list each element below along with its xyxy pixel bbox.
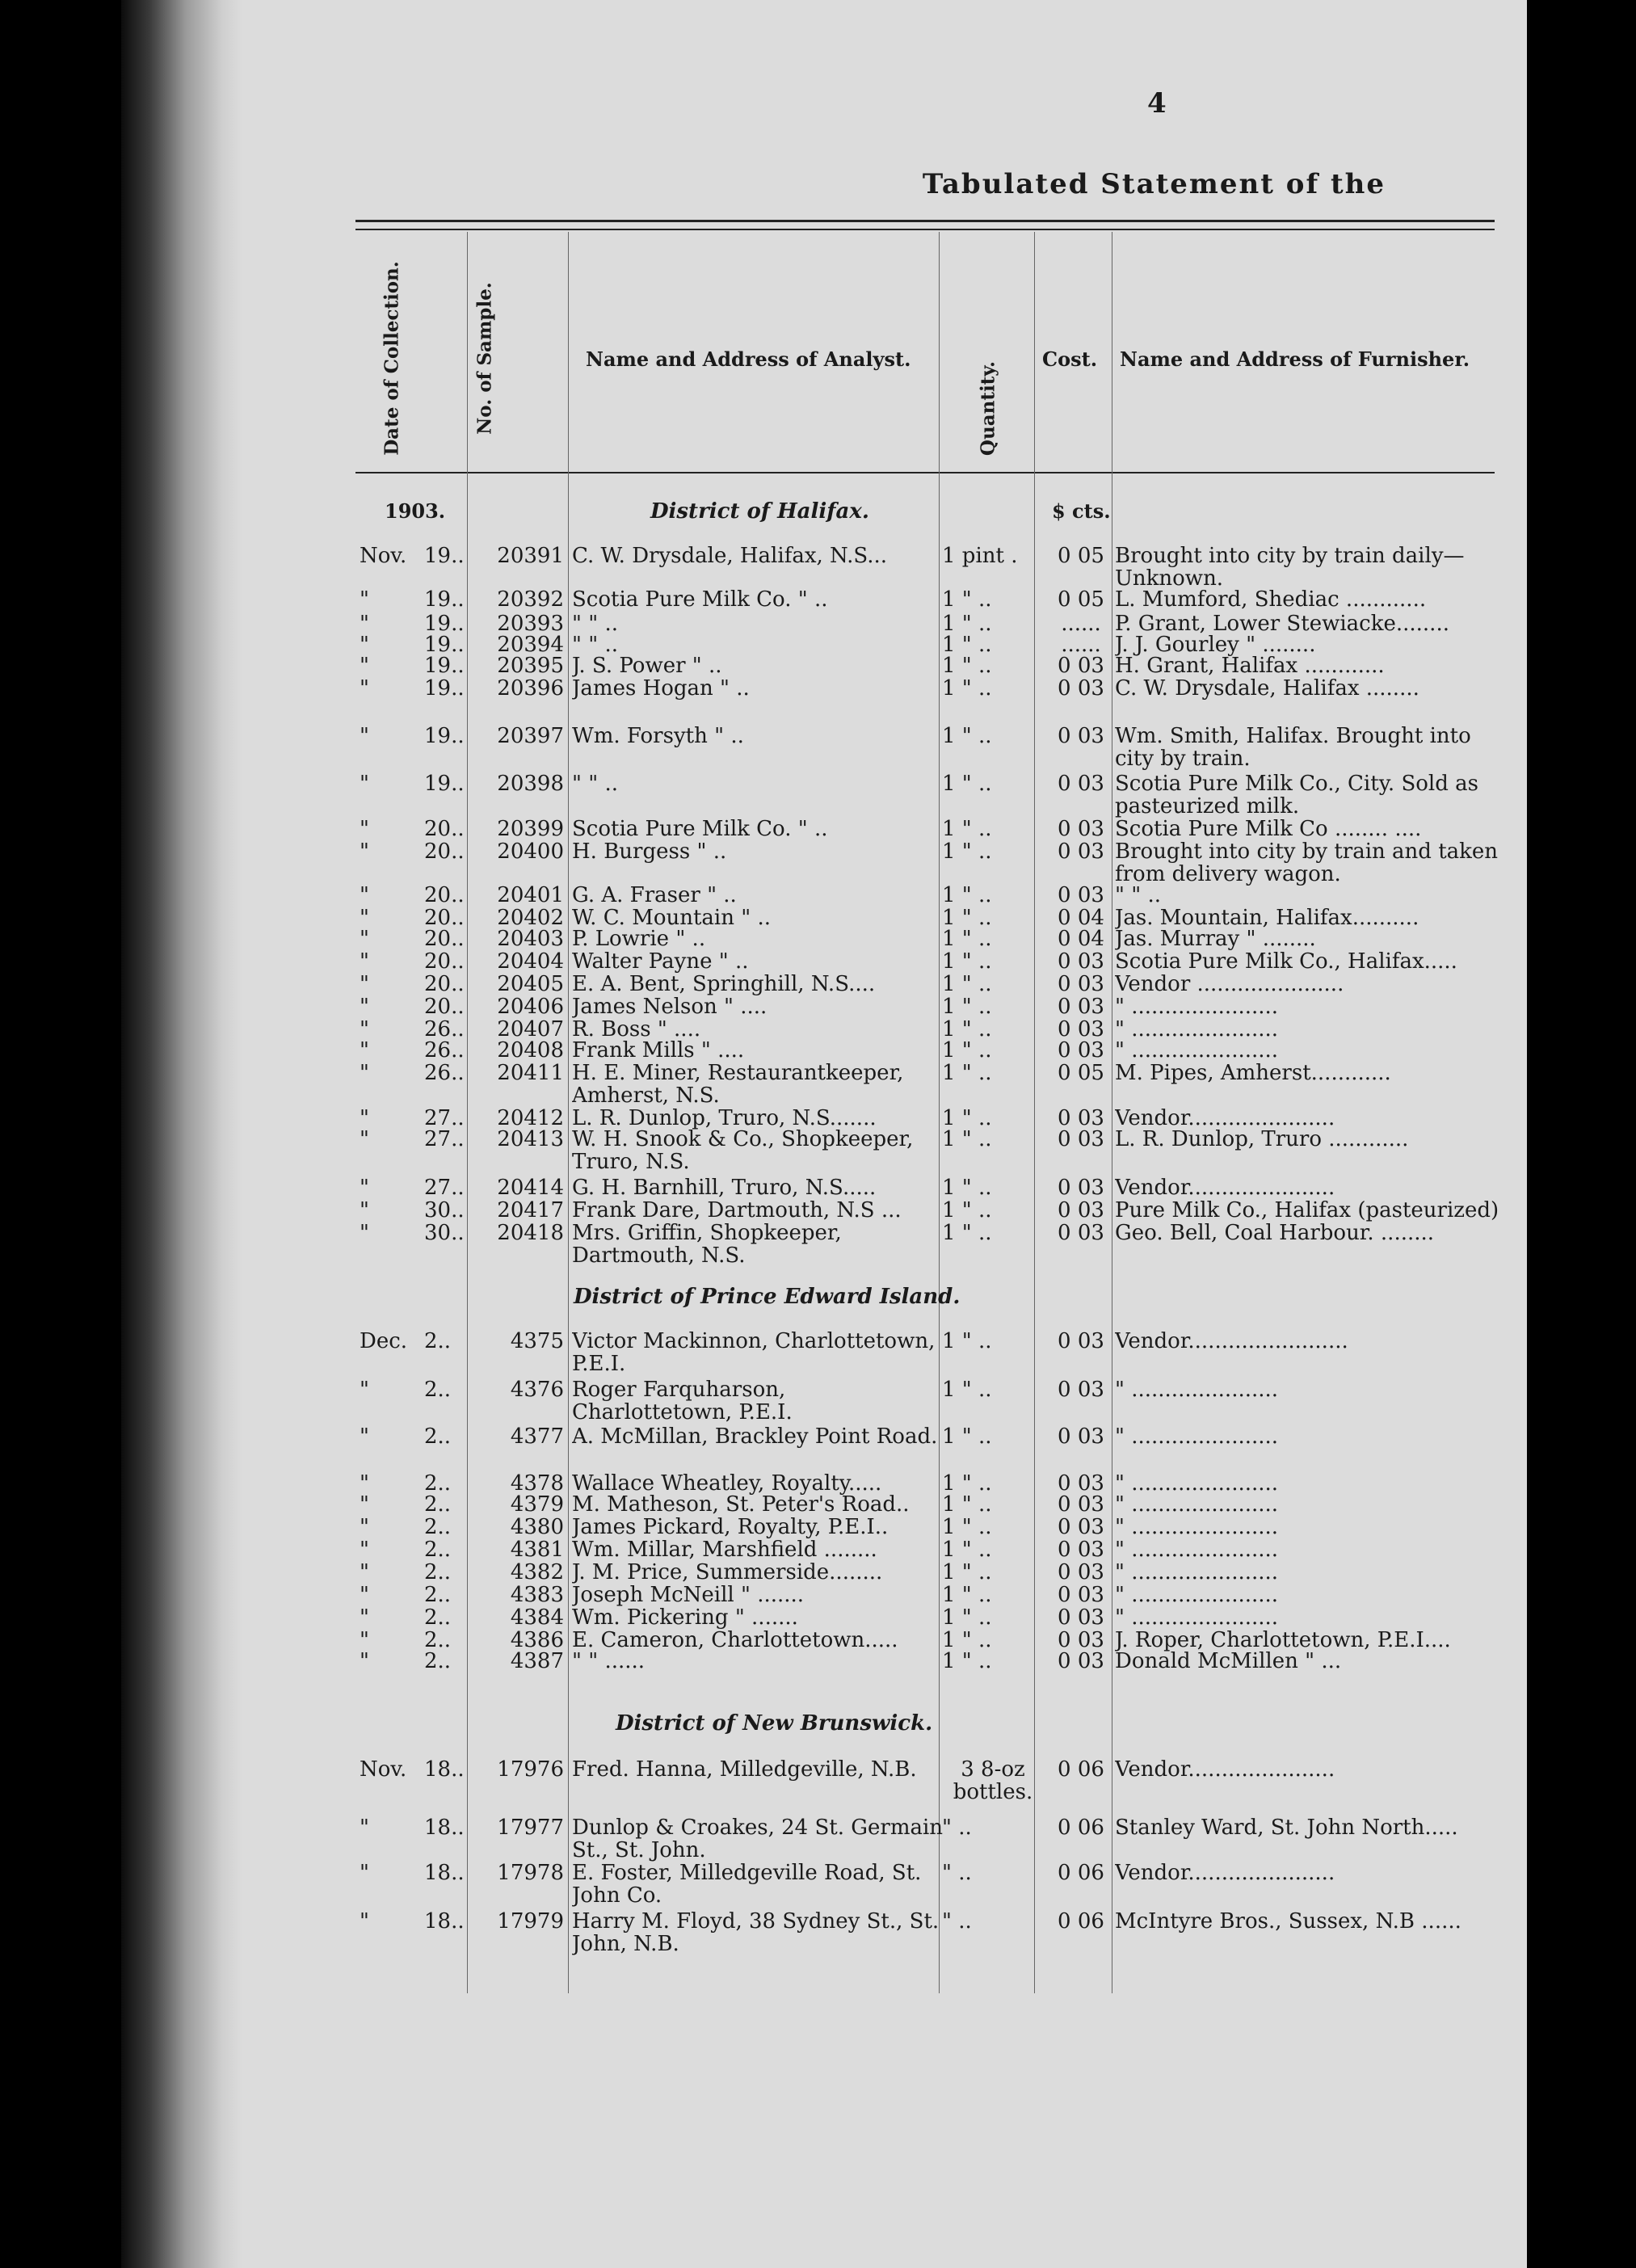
column-header-cost: Cost.	[1042, 347, 1098, 371]
column-header-date: Date of Collection.	[381, 261, 403, 456]
analyst-cell: Wm. Millar, Marshfield ........	[572, 1538, 877, 1561]
quantity-cell: 3 8-oz bottles.	[953, 1758, 1033, 1803]
quantity-cell: 1 " ..	[942, 654, 992, 677]
date-month-cell: "	[360, 950, 369, 973]
quantity-cell: 1 " ..	[942, 884, 992, 907]
date-month-cell: "	[360, 1629, 369, 1652]
quantity-cell: 1 " ..	[942, 907, 992, 929]
date-day-cell: 20..	[424, 973, 465, 995]
furnisher-cell: " ......................	[1115, 1425, 1279, 1448]
cost-cell: 0 03	[1058, 1107, 1104, 1130]
quantity-cell: 1 " ..	[942, 928, 992, 950]
date-day-cell: 20..	[424, 950, 465, 973]
furnisher-cell: Scotia Pure Milk Co ........ ....	[1115, 818, 1422, 840]
date-day-cell: 20..	[424, 928, 465, 950]
sample-number-cell: 4382	[510, 1561, 564, 1584]
quantity-cell: 1 " ..	[942, 1584, 992, 1606]
cost-cell: 0 03	[1058, 654, 1104, 677]
quantity-cell: 1 " ..	[942, 1516, 992, 1538]
sample-number-cell: 17977	[497, 1816, 564, 1839]
cost-cell: 0 03	[1058, 1516, 1104, 1538]
furnisher-cell: Vendor......................	[1115, 1176, 1335, 1199]
cost-cell: 0 05	[1058, 545, 1104, 567]
sample-number-cell: 4378	[510, 1472, 564, 1495]
analyst-cell: Mrs. Griffin, Shopkeeper, Dartmouth, N.S.	[572, 1222, 842, 1267]
sample-number-cell: 20417	[497, 1199, 564, 1222]
furnisher-cell: " ......................	[1115, 1538, 1279, 1561]
analyst-cell: E. Foster, Milledgeville Road, St. John Co.	[572, 1862, 922, 1907]
cost-cell: 0 06	[1058, 1910, 1104, 1933]
cost-cell: 0 03	[1058, 725, 1104, 747]
analyst-cell: P. Lowrie " ..	[572, 928, 706, 950]
date-day-cell: 18..	[424, 1758, 465, 1781]
furnisher-cell: Vendor ......................	[1115, 973, 1344, 995]
cost-cell: 0 03	[1058, 1199, 1104, 1222]
date-month-cell: "	[360, 928, 369, 950]
quantity-cell: 1 " ..	[942, 973, 992, 995]
sample-number-cell: 20412	[497, 1107, 564, 1130]
date-month-cell: "	[360, 1538, 369, 1561]
date-month-cell: "	[360, 1378, 369, 1401]
furnisher-cell: Vendor......................	[1115, 1107, 1335, 1130]
collection-table	[242, 0, 1527, 2268]
quantity-cell: 1 " ..	[942, 1629, 992, 1652]
analyst-cell: Wm. Pickering " .......	[572, 1606, 798, 1629]
quantity-cell: 1 " ..	[942, 1472, 992, 1495]
sample-number-cell: 20418	[497, 1222, 564, 1244]
furnisher-cell: " ......................	[1115, 1561, 1279, 1584]
cost-cell: 0 05	[1058, 588, 1104, 611]
date-day-cell: 20..	[424, 818, 465, 840]
date-month-cell: "	[360, 1516, 369, 1538]
quantity-cell: 1 " ..	[942, 1128, 992, 1151]
quantity-cell: 1 " ..	[942, 1606, 992, 1629]
date-month-cell: "	[360, 840, 369, 863]
sample-number-cell: 20408	[497, 1039, 564, 1062]
date-month-cell: "	[360, 973, 369, 995]
sample-number-cell: 20400	[497, 840, 564, 863]
date-month-cell: "	[360, 1862, 369, 1884]
quantity-cell: 1 " ..	[942, 612, 992, 635]
sample-number-cell: 17976	[497, 1758, 564, 1781]
date-month-cell: "	[360, 588, 369, 611]
quantity-cell: 1 " ..	[942, 1330, 992, 1353]
date-day-cell: 20..	[424, 907, 465, 929]
quantity-cell: 1 " ..	[942, 950, 992, 973]
analyst-cell: J. S. Power " ..	[572, 654, 722, 677]
quantity-cell: 1 " ..	[942, 588, 992, 611]
date-day-cell: 26..	[424, 1039, 465, 1062]
quantity-cell: 1 " ..	[942, 772, 992, 795]
date-month-cell: "	[360, 884, 369, 907]
date-month-cell: "	[360, 633, 369, 656]
date-day-cell: 18..	[424, 1816, 465, 1839]
quantity-cell: 1 " ..	[942, 840, 992, 863]
sample-number-cell: 17978	[497, 1862, 564, 1884]
sample-number-cell: 4380	[510, 1516, 564, 1538]
analyst-cell: " " ..	[572, 772, 618, 795]
analyst-cell: W. H. Snook & Co., Shopkeeper, Truro, N.S.	[572, 1128, 914, 1173]
analyst-cell: G. A. Fraser " ..	[572, 884, 737, 907]
page-number: 4	[1147, 87, 1167, 120]
cost-cell: 0 06	[1058, 1862, 1104, 1884]
date-month-cell: "	[360, 725, 369, 747]
date-day-cell: 26..	[424, 1018, 465, 1041]
date-month-cell: Nov.	[360, 1758, 407, 1781]
cost-cell: 0 03	[1058, 818, 1104, 840]
sample-number-cell: 20407	[497, 1018, 564, 1041]
analyst-cell: Frank Mills " ....	[572, 1039, 745, 1062]
cost-cell: 0 03	[1058, 677, 1104, 700]
analyst-cell: Fred. Hanna, Milledgeville, N.B.	[572, 1758, 917, 1781]
date-day-cell: 18..	[424, 1862, 465, 1884]
sample-number-cell: 4383	[510, 1584, 564, 1606]
date-day-cell: 2..	[424, 1330, 452, 1353]
cost-cell: 0 03	[1058, 1538, 1104, 1561]
date-day-cell: 19..	[424, 588, 465, 611]
date-day-cell: 27..	[424, 1128, 465, 1151]
sample-number-cell: 17979	[497, 1910, 564, 1933]
cost-cell: 0 03	[1058, 1472, 1104, 1495]
analyst-cell: Frank Dare, Dartmouth, N.S ...	[572, 1199, 902, 1222]
analyst-cell: Scotia Pure Milk Co. " ..	[572, 818, 828, 840]
date-month-cell: "	[360, 1018, 369, 1041]
furnisher-cell: Brought into city by train and taken from delivery wagon.	[1115, 840, 1499, 886]
furnisher-cell: " ......................	[1115, 1516, 1279, 1538]
date-day-cell: 19..	[424, 633, 465, 656]
cost-cell: 0 06	[1058, 1816, 1104, 1839]
furnisher-cell: " ......................	[1115, 995, 1279, 1018]
sample-number-cell: 4387	[510, 1650, 564, 1673]
date-month-cell: "	[360, 1816, 369, 1839]
cost-cell: 0 04	[1058, 907, 1104, 929]
date-month-cell: "	[360, 677, 369, 700]
date-day-cell: 18..	[424, 1910, 465, 1933]
cost-cell: 0 03	[1058, 973, 1104, 995]
furnisher-cell: H. Grant, Halifax ............	[1115, 654, 1385, 677]
analyst-cell: " " ......	[572, 1650, 646, 1673]
date-day-cell: 2..	[424, 1516, 452, 1538]
sample-number-cell: 20403	[497, 928, 564, 950]
analyst-cell: " " ..	[572, 633, 618, 656]
furnisher-cell: " ......................	[1115, 1472, 1279, 1495]
analyst-cell: E. Cameron, Charlottetown.....	[572, 1629, 898, 1652]
quantity-cell: 1 pint .	[942, 545, 1018, 567]
cost-cell: 0 03	[1058, 840, 1104, 863]
furnisher-cell: " ......................	[1115, 1378, 1279, 1401]
quantity-cell: 1 " ..	[942, 1039, 992, 1062]
cost-cell: 0 06	[1058, 1758, 1104, 1781]
date-month-cell: "	[360, 1222, 369, 1244]
date-month-cell: "	[360, 1650, 369, 1673]
furnisher-cell: " ......................	[1115, 1018, 1279, 1041]
cost-cell: 0 03	[1058, 1425, 1104, 1448]
furnisher-cell: " ......................	[1115, 1039, 1279, 1062]
date-day-cell: 27..	[424, 1107, 465, 1130]
quantity-cell: 1 " ..	[942, 677, 992, 700]
sample-number-cell: 4381	[510, 1538, 564, 1561]
cost-cell: 0 03	[1058, 1128, 1104, 1151]
scan-binding-edge	[121, 0, 242, 2268]
date-day-cell: 2..	[424, 1650, 452, 1673]
cost-cell: 0 03	[1058, 1330, 1104, 1353]
sample-number-cell: 20411	[497, 1062, 564, 1084]
furnisher-cell: Geo. Bell, Coal Harbour. ........	[1115, 1222, 1435, 1244]
date-month-cell: "	[360, 1176, 369, 1199]
furnisher-cell: J. J. Gourley " ........	[1115, 633, 1316, 656]
document-page: 4 Tabulated Statement of the Date of Collection. No. of Sample. Name and Address of Analyst. Quantity. Cost. Name and Address of Furnisher. 1903. $ cts. District of Halifax. District of Prince Edward Island. District of New Brunswick. Nov. 19.. 20391 C. W. Drysdale, Halifax, N.S... 1 pint . 0 05 Brought into city by train daily—Unknown. " 19.. 20392 Scotia Pure Milk Co. " .. 1 " .. 0 05 L. Mumford, Shediac ............ " 19.. 20393 " " .. 1 " .. ...... P. Grant, Lower Stewiacke........ " 19.. 20394 " " .. 1 " .. ...... J. J. Gourley " ........ " 19.. 20395 J. S. Power " .. 1 " .. 0 03 H. Grant, Halifax ............ " 19.. 20396 James Hogan " .. 1 " .. 0 03 C. W. Drysdale, Halifax ........ " 19.. 20397 Wm. Forsyth " .. 1 " .. 0 03 Wm. Smith, Halifax. Brought into city by train. " 19.. 20398 " " .. 1 " .. 0 03 Scotia Pure Milk Co., City. Sold as pasteurized milk. " 20.. 20399 Scotia Pure Milk Co. " .. 1 " .. 0 03 Scotia Pure Milk Co ........ .... " 20.. 20400 H. Burgess " .. 1 " .. 0 03 Brought into city by train and taken from delivery wagon. " 20.. 20401 G. A. Fraser " .. 1 " .. 0 03 " " .. " 20.. 20402 W. C. Mountain " .. 1 " .. 0 04 Jas. Mountain, Halifax.......... " 20.. 20403 P. Lowrie " .. 1 " .. 0 04 Jas. Murray " ........ " 20.. 20404 Walter Payne " .. 1 " .. 0 03 Scotia Pure Milk Co., Halifax..... " 20.. 20405 E. A. Bent, Springhill, N.S.... 1 " .. 0 03 Vendor ...................... " 20.. 20406 James Nelson " .... 1 " .. 0 03 " ...................... " 26.. 20407 R. Boss " .... 1 " .. 0 03 " ...................... " 26.. 20408 Frank Mills " .... 1 " .. 0 03 " ...................... " 26.. 20411 H. E. Miner, Restaurantkeeper, Amherst, N.S. 1 " .. 0 05 M. Pipes, Amherst............ " 27.. 20412 L. R. Dunlop, Truro, N.S....... 1 " .. 0 03 Vendor...................... " 27.. 20413 W. H. Snook & Co., Shopkeeper, Truro, N.S. 1 " .. 0 03 L. R. Dunlop, Truro ............ " 27.. 20414 G. H. Barnhill, Truro, N.S..... 1 " .. 0 03 Vendor...................... " 30.. 20417 Frank Dare, Dartmouth, N.S ... 1 " .. 0 03 Pure Milk Co., Halifax (pasteurized) " 30.. 20418 Mrs. Griffin, Shopkeeper, Dartmouth, N.S. 1 " .. 0 03 Geo. Bell, Coal Harbour. ........ Dec. 2.. 4375 Victor Mackinnon, Charlottetown, P.E.I. 1 " .. 0 03 Vendor........................ " 2.. 4376 Roger Farquharson, Charlottetown, P.E.I. 1 " .. 0 03 " ...................... " 2.. 4377 A. McMillan, Brackley Point Road. 1 " .. 0 03 " ...................... " 2.. 4378 Wallace Wheatley, Royalty..... 1 " .. 0 03 " ...................... " 2.. 4379 M. Matheson, St. Peter's Road.. 1 " .. 0 03 " ...................... " 2.. 4380 James Pickard, Royalty, P.E.I.. 1 " .. 0 03 " ...................... " 2.. 4381 Wm. Millar, Marshfield ........ 1 " .. 0 03 " ...................... " 2.. 4382 J. M. Price, Summerside........ 1 " .. 0 03 " ...................... " 2.. 4383 Joseph McNeill " ....... 1 " .. 0 03 " ...................... " 2.. 4384 Wm. Pickering " ....... 1 " .. 0 03 " ...................... " 2.. 4386 E. Cameron, Charlottetown..... 1 " .. 0 03 J. Roper, Charlottetown, P.E.I.... " 2.. 4387 " " ...... 1 " .. 0 03 Donald McMillen " ... Nov. 18.. 17976 Fred. Hanna, Milledgeville, N.B. 3 8-oz bottles. 0 06 Vendor...................... " 18.. 17977 Dunlop & Croakes, 24 St. Germain St., St. John. " .. 0 06 Stanley Ward, St. John North..... " 18.. 17978 E. Foster, Milledgeville Road, St. John Co. " .. 0 06 Vendor...................... " 18.. 17979 Harry M. Floyd, 38 Sydney St., St. John, N.B. " .. 0 06 McIntyre Bros., Sussex, N.B ......	[242, 0, 1527, 2268]
cost-cell: 0 03	[1058, 772, 1104, 795]
cost-cell: 0 03	[1058, 950, 1104, 973]
date-month-cell: "	[360, 654, 369, 677]
date-month-cell: "	[360, 1128, 369, 1151]
analyst-cell: Wm. Forsyth " ..	[572, 725, 744, 747]
sample-number-cell: 20413	[497, 1128, 564, 1151]
date-day-cell: 26..	[424, 1062, 465, 1084]
furnisher-cell: M. Pipes, Amherst............	[1115, 1062, 1391, 1084]
date-day-cell: 19..	[424, 772, 465, 795]
date-day-cell: 2..	[424, 1584, 452, 1606]
cents-label: $ cts.	[1052, 499, 1111, 523]
quantity-cell: 1 " ..	[942, 818, 992, 840]
date-month-cell: "	[360, 1910, 369, 1933]
date-day-cell: 19..	[424, 545, 465, 567]
cost-cell: 0 03	[1058, 1378, 1104, 1401]
date-day-cell: 2..	[424, 1493, 452, 1516]
date-day-cell: 19..	[424, 677, 465, 700]
column-header-furnisher: Name and Address of Furnisher.	[1120, 347, 1470, 371]
furnisher-cell: McIntyre Bros., Sussex, N.B ......	[1115, 1910, 1461, 1933]
cost-cell: 0 03	[1058, 1650, 1104, 1673]
sample-number-cell: 20397	[497, 725, 564, 747]
furnisher-cell: Wm. Smith, Halifax. Brought into city by train.	[1115, 725, 1471, 770]
furnisher-cell: Brought into city by train daily—Unknown.	[1115, 545, 1465, 590]
year-label: 1903.	[385, 499, 446, 523]
date-day-cell: 2..	[424, 1629, 452, 1652]
sample-number-cell: 4377	[510, 1425, 564, 1448]
quantity-cell: 1 " ..	[942, 1561, 992, 1584]
cost-cell: ......	[1061, 612, 1101, 635]
quantity-cell: 1 " ..	[942, 1493, 992, 1516]
furnisher-cell: P. Grant, Lower Stewiacke........	[1115, 612, 1449, 635]
analyst-cell: G. H. Barnhill, Truro, N.S.....	[572, 1176, 877, 1199]
cost-cell: 0 03	[1058, 1606, 1104, 1629]
cost-cell: 0 03	[1058, 1629, 1104, 1652]
furnisher-cell: Scotia Pure Milk Co., City. Sold as pasteurized milk.	[1115, 772, 1478, 818]
date-month-cell: "	[360, 1472, 369, 1495]
quantity-cell: 1 " ..	[942, 995, 992, 1018]
sample-number-cell: 20398	[497, 772, 564, 795]
analyst-cell: H. E. Miner, Restaurantkeeper, Amherst, N.S.	[572, 1062, 904, 1107]
date-day-cell: 2..	[424, 1472, 452, 1495]
date-month-cell: "	[360, 1107, 369, 1130]
analyst-cell: R. Boss " ....	[572, 1018, 701, 1041]
quantity-cell: 1 " ..	[942, 1378, 992, 1401]
date-day-cell: 2..	[424, 1561, 452, 1584]
quantity-cell: 1 " ..	[942, 1062, 992, 1084]
analyst-cell: W. C. Mountain " ..	[572, 907, 771, 929]
sample-number-cell: 4379	[510, 1493, 564, 1516]
quantity-cell: 1 " ..	[942, 1222, 992, 1244]
date-month-cell: "	[360, 1606, 369, 1629]
sample-number-cell: 4384	[510, 1606, 564, 1629]
date-day-cell: 27..	[424, 1176, 465, 1199]
sample-number-cell: 20404	[497, 950, 564, 973]
cost-cell: 0 03	[1058, 1039, 1104, 1062]
analyst-cell: " " ..	[572, 612, 618, 635]
date-month-cell: "	[360, 1493, 369, 1516]
date-day-cell: 30..	[424, 1222, 465, 1244]
date-month-cell: "	[360, 772, 369, 795]
furnisher-cell: L. Mumford, Shediac ............	[1115, 588, 1427, 611]
analyst-cell: M. Matheson, St. Peter's Road..	[572, 1493, 910, 1516]
furnisher-cell: " ......................	[1115, 1493, 1279, 1516]
furnisher-cell: " ......................	[1115, 1584, 1279, 1606]
column-header-analyst: Name and Address of Analyst.	[586, 347, 911, 371]
cost-cell: 0 03	[1058, 1222, 1104, 1244]
furnisher-cell: Vendor......................	[1115, 1862, 1335, 1884]
furnisher-cell: Jas. Mountain, Halifax..........	[1115, 907, 1419, 929]
analyst-cell: Wallace Wheatley, Royalty.....	[572, 1472, 882, 1495]
quantity-cell: 1 " ..	[942, 1425, 992, 1448]
sample-number-cell: 20401	[497, 884, 564, 907]
date-month-cell: "	[360, 1561, 369, 1584]
sample-number-cell: 20392	[497, 588, 564, 611]
analyst-cell: Victor Mackinnon, Charlottetown, P.E.I.	[572, 1330, 936, 1375]
furnisher-cell: Scotia Pure Milk Co., Halifax.....	[1115, 950, 1457, 973]
date-month-cell: Nov.	[360, 545, 407, 567]
running-head: Tabulated Statement of the	[922, 168, 1386, 200]
sample-number-cell: 20406	[497, 995, 564, 1018]
date-day-cell: 2..	[424, 1378, 452, 1401]
sample-number-cell: 4376	[510, 1378, 564, 1401]
furnisher-cell: J. Roper, Charlottetown, P.E.I....	[1115, 1629, 1451, 1652]
furnisher-cell: " ......................	[1115, 1606, 1279, 1629]
sample-number-cell: 4386	[510, 1629, 564, 1652]
quantity-cell: 1 " ..	[942, 1176, 992, 1199]
cost-cell: 0 03	[1058, 1584, 1104, 1606]
sample-number-cell: 20405	[497, 973, 564, 995]
date-month-cell: "	[360, 818, 369, 840]
sample-number-cell: 20391	[497, 545, 564, 567]
date-month-cell: Dec.	[360, 1330, 408, 1353]
furnisher-cell: Vendor........................	[1115, 1330, 1348, 1353]
quantity-cell: 1 " ..	[942, 1650, 992, 1673]
cost-cell: 0 03	[1058, 1176, 1104, 1199]
date-day-cell: 19..	[424, 654, 465, 677]
date-day-cell: 2..	[424, 1538, 452, 1561]
cost-cell: 0 03	[1058, 995, 1104, 1018]
furnisher-cell: L. R. Dunlop, Truro ............	[1115, 1128, 1409, 1151]
analyst-cell: Harry M. Floyd, 38 Sydney St., St. John, N.B.	[572, 1910, 940, 1955]
date-day-cell: 20..	[424, 995, 465, 1018]
analyst-cell: Walter Payne " ..	[572, 950, 749, 973]
date-day-cell: 20..	[424, 840, 465, 863]
analyst-cell: J. M. Price, Summerside........	[572, 1561, 883, 1584]
date-day-cell: 19..	[424, 612, 465, 635]
date-month-cell: "	[360, 995, 369, 1018]
quantity-cell: 1 " ..	[942, 1107, 992, 1130]
analyst-cell: James Hogan " ..	[572, 677, 750, 700]
sample-number-cell: 20414	[497, 1176, 564, 1199]
quantity-cell: " ..	[942, 1816, 972, 1839]
furnisher-cell: Donald McMillen " ...	[1115, 1650, 1342, 1673]
date-day-cell: 19..	[424, 725, 465, 747]
date-month-cell: "	[360, 1062, 369, 1084]
cost-cell: ......	[1061, 633, 1101, 656]
cost-cell: 0 03	[1058, 1561, 1104, 1584]
sample-number-cell: 20395	[497, 654, 564, 677]
furnisher-cell: " " ..	[1115, 884, 1161, 907]
analyst-cell: C. W. Drysdale, Halifax, N.S...	[572, 545, 888, 567]
quantity-cell: 1 " ..	[942, 633, 992, 656]
furnisher-cell: Vendor......................	[1115, 1758, 1335, 1781]
cost-cell: 0 03	[1058, 884, 1104, 907]
analyst-cell: L. R. Dunlop, Truro, N.S.......	[572, 1107, 877, 1130]
sample-number-cell: 20399	[497, 818, 564, 840]
analyst-cell: A. McMillan, Brackley Point Road.	[572, 1425, 938, 1448]
date-day-cell: 2..	[424, 1425, 452, 1448]
furnisher-cell: C. W. Drysdale, Halifax ........	[1115, 677, 1419, 700]
quantity-cell: 1 " ..	[942, 1538, 992, 1561]
date-month-cell: "	[360, 907, 369, 929]
column-header-sample: No. of Sample.	[473, 282, 496, 435]
furnisher-cell: Stanley Ward, St. John North.....	[1115, 1816, 1458, 1839]
sample-number-cell: 20396	[497, 677, 564, 700]
sample-number-cell: 20394	[497, 633, 564, 656]
sample-number-cell: 4375	[510, 1330, 564, 1353]
date-day-cell: 20..	[424, 884, 465, 907]
sample-number-cell: 20393	[497, 612, 564, 635]
analyst-cell: James Nelson " ....	[572, 995, 768, 1018]
date-month-cell: "	[360, 1199, 369, 1222]
cost-cell: 0 04	[1058, 928, 1104, 950]
analyst-cell: Scotia Pure Milk Co. " ..	[572, 588, 828, 611]
date-day-cell: 30..	[424, 1199, 465, 1222]
cost-cell: 0 03	[1058, 1018, 1104, 1041]
quantity-cell: 1 " ..	[942, 725, 992, 747]
quantity-cell: " ..	[942, 1910, 972, 1933]
cost-cell: 0 03	[1058, 1493, 1104, 1516]
quantity-cell: 1 " ..	[942, 1199, 992, 1222]
analyst-cell: Dunlop & Croakes, 24 St. Germain St., St. John.	[572, 1816, 944, 1862]
analyst-cell: Joseph McNeill " .......	[572, 1584, 805, 1606]
quantity-cell: 1 " ..	[942, 1018, 992, 1041]
quantity-cell: " ..	[942, 1862, 972, 1884]
date-month-cell: "	[360, 612, 369, 635]
analyst-cell: James Pickard, Royalty, P.E.I..	[572, 1516, 889, 1538]
analyst-cell: E. A. Bent, Springhill, N.S....	[572, 973, 876, 995]
furnisher-cell: Jas. Murray " ........	[1115, 928, 1316, 950]
date-month-cell: "	[360, 1425, 369, 1448]
analyst-cell: Roger Farquharson, Charlottetown, P.E.I.	[572, 1378, 793, 1424]
date-month-cell: "	[360, 1039, 369, 1062]
sample-number-cell: 20402	[497, 907, 564, 929]
column-header-quantity: Quantity.	[977, 360, 999, 457]
date-month-cell: "	[360, 1584, 369, 1606]
date-day-cell: 2..	[424, 1606, 452, 1629]
furnisher-cell: Pure Milk Co., Halifax (pasteurized)	[1115, 1199, 1499, 1222]
cost-cell: 0 05	[1058, 1062, 1104, 1084]
analyst-cell: H. Burgess " ..	[572, 840, 727, 863]
